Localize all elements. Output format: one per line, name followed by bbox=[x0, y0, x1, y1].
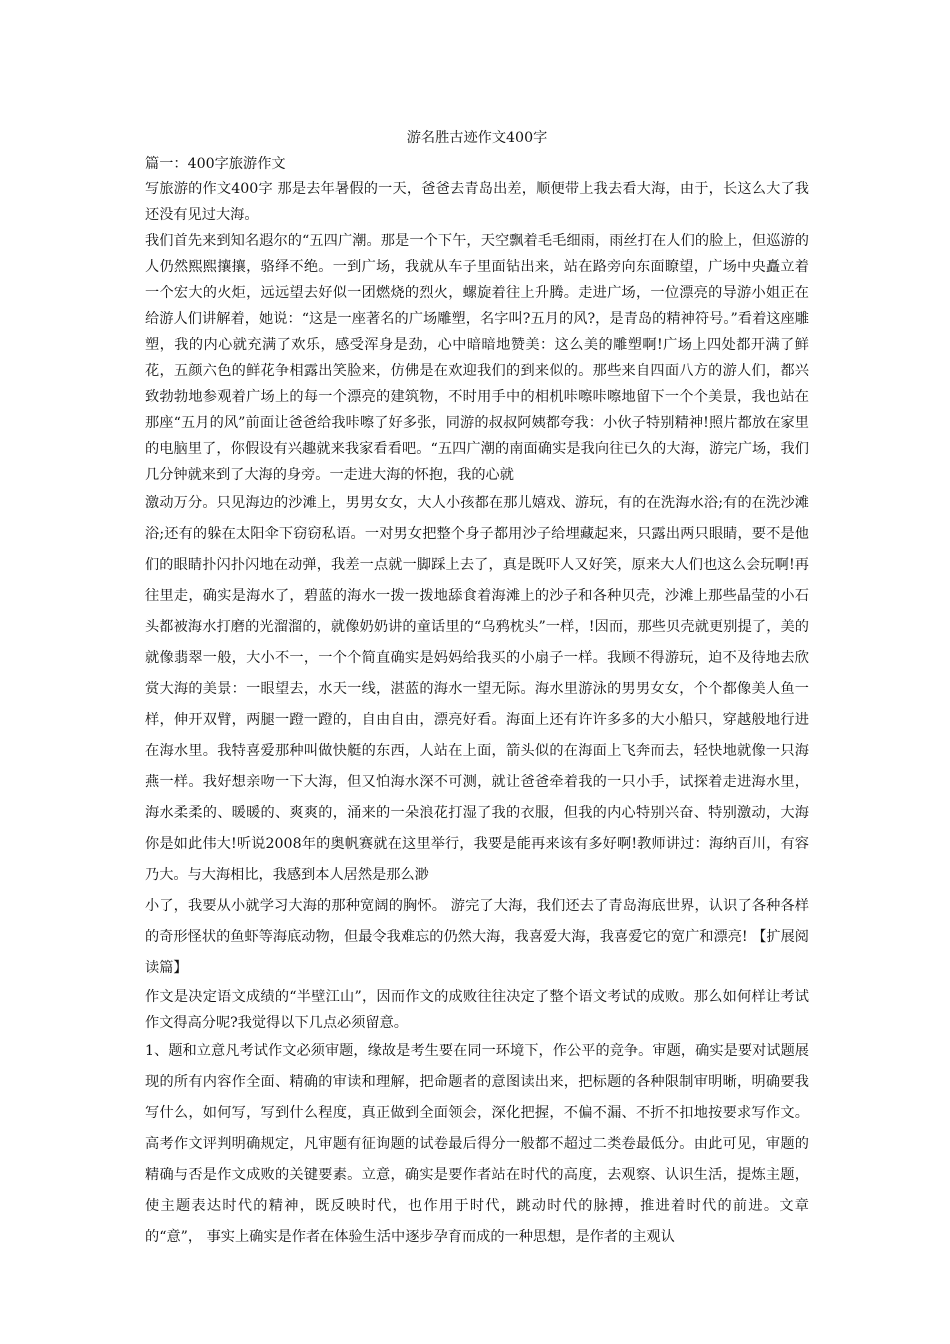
paragraph: 写旅游的作文400字 那是去年暑假的一天，爸爸去青岛出差，顺便带上我去看大海，由于，长这么大了我还没有见过大海。 bbox=[145, 181, 809, 223]
paragraph: 1、题和立意凡考试作文必须审题，缘故是考生要在同一环境下，作公平的竞争。审题，确实是要对试题展现的所有内容作全面、精确的审读和理解，把命题者的意图读出来，把标题的各种限制审明晰，明确要我写什么，如何写，写到什么程度，真正做到全面领会，深化把握，不偏不漏、不折不扣地按要求写作文。高考作文评判明确规定，凡审题有征询题的试卷最后得分一般都不超过二类卷最低分。由此可见，审题的精确与否是作文成败的关键要素。立意，确实是要作者站在时代的高度，去观察、认识生活，提炼主题，使主题表达时代的精神，既反映时代，也作用于时代，跳动时代的脉搏，推进着时代的前进。文章的“意”， 事实上确实是作者在体验生活中逐步孕育而成的一种思想，是作者的主观认 bbox=[145, 1043, 809, 1245]
document-title: 游名胜古迹作文400字 bbox=[406, 130, 548, 146]
paragraph: 作文是决定语文成绩的“半壁江山”，因而作文的成败往往决定了整个语文考试的成败。那么如何样让考试作文得高分呢?我觉得以下几点必须留意。 bbox=[145, 989, 809, 1031]
paragraph: 小了，我要从小就学习大海的那种宽阔的胸怀。 游完了大海，我们还去了青岛海底世界，认识了各种各样的奇形怪状的鱼虾等海底动物，但最令我难忘的仍然大海，我喜爱大海，我喜爱它的宽广和漂亮! 【扩展阅读篇】 bbox=[145, 898, 809, 976]
section-heading: 篇一：400字旅游作文 bbox=[145, 156, 286, 172]
paragraph: 我们首先来到知名遐尔的“五四广潮。那是一个下午，天空飘着毛毛细雨，雨丝打在人们的脸上，但巡游的人仍然熙熙攘攘，骆绎不绝。一到广场，我就从车子里面钻出来，站在路旁向东面瞭望，广场中央矗立着一个宏大的火炬，远远望去好似一团燃烧的烈火，螺旋着往上升腾。走进广场，一位漂亮的导游小姐正在给游人们讲解着，她说：“这是一座著名的广场雕塑，名字叫?五月的风?，是青岛的精神符号。”看着这座雕塑，我的内心就充满了欢乐，感受浑身是劲，心中暗暗地赞美：这么美的雕塑啊!广场上四处都开满了鲜花，五颜六色的鲜花争相露出笑脸来，仿佛是在欢迎我们的到来似的。那些来自四面八方的游人们，都兴致勃勃地参观着广场上的每一个漂亮的建筑物，不时用手中的相机咔嚓咔嚓地留下一个个美景，我也站在那座“五月的风”前面让爸爸给我咔嚓了好多张，同游的叔叔阿姨都夸我：小伙子特别精神!照片都放在家里的电脑里了，你假设有兴趣就来我家看看吧。“五四广潮的南面确实是我向往已久的大海，游完广场，我们几分钟就来到了大海的身旁。一走进大海的怀抱，我的心就 bbox=[145, 233, 809, 483]
paragraph: 激动万分。只见海边的沙滩上，男男女女，大人小孩都在那儿嬉戏、游玩，有的在洗海水浴;有的在洗沙滩浴;还有的躲在太阳伞下窃窃私语。一对男女把整个身子都用沙子给埋藏起来，只露出两只眼睛，要不是他们的眼睛扑闪扑闪地在动弹，我差一点就一脚踩上去了，真是既吓人又好笑，原来大人们也这么会玩啊!再往里走，确实是海水了，碧蓝的海水一拨一拨地舔食着海滩上的沙子和各种贝壳，沙滩上那些晶莹的小石头都被海水打磨的光溜溜的，就像奶奶讲的童话里的“乌鸦枕头”一样，!因而，那些贝壳就更别提了，美的就像翡翠一般，大小不一，一个个简直确实是妈妈给我买的小扇子一样。我顾不得游玩，迫不及待地去欣赏大海的美景：一眼望去，水天一线，湛蓝的海水一望无际。海水里游泳的男男女女，个个都像美人鱼一样，伸开双臂，两腿一蹬一蹬的，自由自由，漂亮好看。海面上还有许许多多的大小船只，穿越般地行进在海水里。我特喜爱那种叫做快艇的东西，人站在上面，箭头似的在海面上飞奔而去，轻快地就像一只海燕一样。我好想亲吻一下大海，但又怕海水深不可测，就让爸爸牵着我的一只小手，试探着走进海水里，海水柔柔的、暖暖的、爽爽的，涌来的一朵浪花打湿了我的衣服，但我的内心特别兴奋、特别激动，大海你是如此伟大!听说2008年的奥帆赛就在这里举行，我要是能再来该有多好啊!教师讲过：海纳百川，有容乃大。与大海相比，我感到本人居然是那么渺 bbox=[145, 495, 809, 883]
document-page bbox=[145, 124, 809, 1253]
